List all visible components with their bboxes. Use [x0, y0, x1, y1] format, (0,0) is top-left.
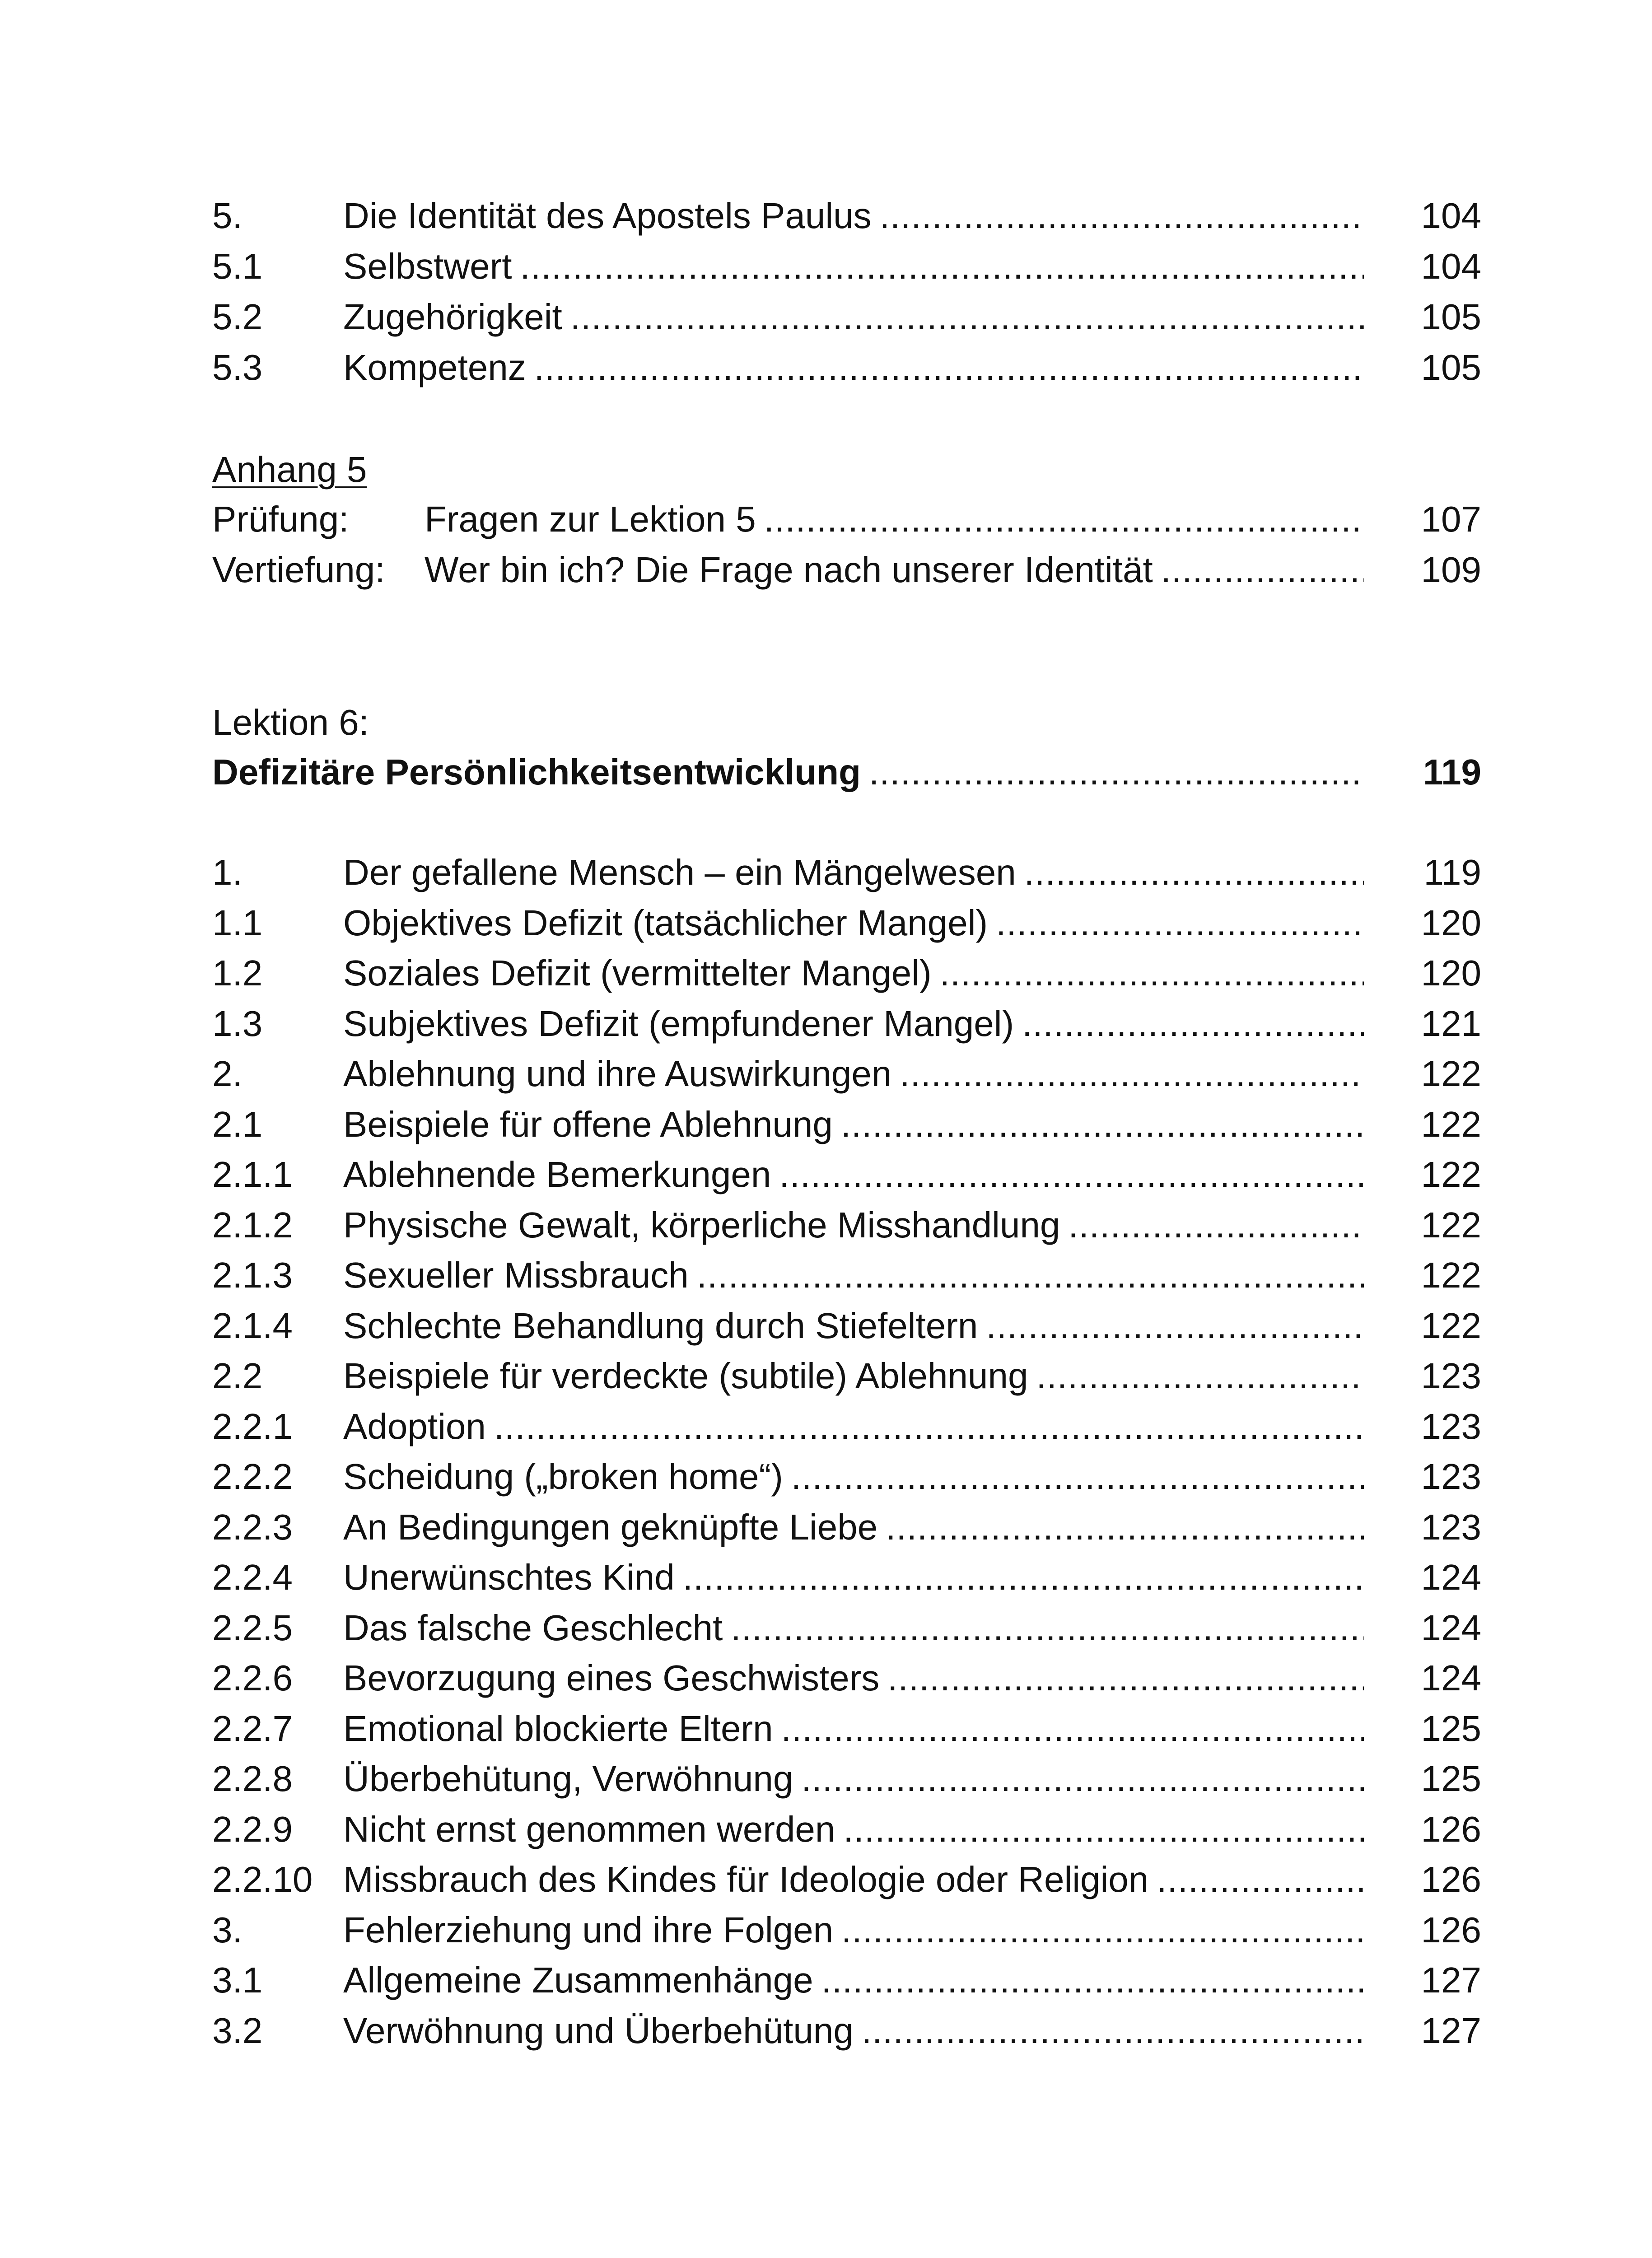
- entry-page: 127: [1421, 1960, 1481, 2000]
- toc-entry: [212, 1660, 1481, 1711]
- entry-number: 2.1.3: [212, 1255, 293, 1295]
- entry-page: 120: [1421, 903, 1481, 943]
- entry-title: Ablehnung und ihre Auswirkungen: [343, 1054, 892, 1094]
- entry-title: Emotional blockierte Eltern: [343, 1708, 773, 1749]
- appendix-entry: [212, 501, 1481, 552]
- toc-entry: [212, 1308, 1481, 1358]
- toc-entry: [212, 1456, 1481, 1509]
- leader-dots: [996, 905, 1364, 941]
- appendix-heading: Anhang 5: [212, 449, 367, 490]
- toc-entry: [212, 955, 1481, 1006]
- leader-dots: [1024, 854, 1364, 891]
- leader-dots: [801, 1761, 1364, 1797]
- entry-title: Unerwünschtes Kind: [343, 1557, 675, 1597]
- toc-entry: [212, 1056, 1481, 1106]
- entry-page: 104: [1421, 246, 1481, 286]
- leader-dots: [843, 1811, 1364, 1847]
- entry-title: Beispiele für verdeckte (subtile) Ablehnung: [343, 1356, 1028, 1396]
- entry-title: Allgemeine Zusammenhänge: [343, 1960, 813, 2000]
- entry-number: 3.: [212, 1910, 243, 1950]
- leader-dots: [764, 501, 1364, 537]
- leader-dots: [731, 1610, 1364, 1646]
- toc-entry: [212, 1406, 1481, 1459]
- entry-page: 104: [1421, 196, 1481, 236]
- entry-title: Nicht ernst genommen werden: [343, 1809, 835, 1849]
- entry-title: Selbstwert: [343, 246, 512, 286]
- entry-page: 122: [1421, 1255, 1481, 1295]
- entry-number: 1.2: [212, 953, 263, 993]
- entry-title: Kompetenz: [343, 347, 526, 387]
- entry-number: 2.2.9: [212, 1809, 293, 1849]
- entry-number: 2.1: [212, 1104, 263, 1144]
- toc-entry: [212, 1358, 1481, 1409]
- entry-page: 121: [1421, 1003, 1481, 1044]
- entry-number: 2.2.10: [212, 1859, 313, 1899]
- leader-dots: [534, 350, 1364, 386]
- leader-dots: [683, 1559, 1364, 1596]
- entry-page: 124: [1421, 1608, 1481, 1648]
- entry-number: 3.2: [212, 2011, 263, 2051]
- entry-title: Scheidung („broken home“): [343, 1456, 783, 1497]
- entry-page: 109: [1421, 550, 1481, 590]
- entry-page: 122: [1421, 1154, 1481, 1194]
- leader-dots: [1161, 552, 1364, 588]
- entry-page: 124: [1421, 1557, 1481, 1597]
- entry-title: Missbrauch des Kindes für Ideologie oder Religion: [343, 1859, 1149, 1899]
- entry-title: Adoption: [343, 1406, 486, 1446]
- entry-page: 122: [1421, 1306, 1481, 1346]
- entry-title: Überbehütung, Verwöhnung: [343, 1759, 793, 1799]
- entry-number: 1.: [212, 852, 243, 892]
- entry-title: Subjektives Defizit (empfundener Mangel): [343, 1003, 1014, 1044]
- leader-dots: [821, 1962, 1364, 1998]
- lesson-title-row: [212, 754, 1481, 805]
- toc-entry: [212, 854, 1481, 905]
- leader-dots: [986, 1308, 1364, 1344]
- toc-entry: [212, 1106, 1481, 1157]
- entry-title: Die Identität des Apostels Paulus: [343, 196, 872, 236]
- entry-title: Bevorzugung eines Geschwisters: [343, 1658, 880, 1698]
- entry-number: 2.2.2: [212, 1456, 293, 1497]
- entry-page: 123: [1421, 1507, 1481, 1547]
- entry-number: 2.1.2: [212, 1205, 293, 1245]
- entry-number: 2.2.5: [212, 1608, 293, 1648]
- entry-title: Das falsche Geschlecht: [343, 1608, 723, 1648]
- toc-entry: [212, 347, 1481, 400]
- entry-number: 1.3: [212, 1003, 263, 1044]
- entry-page: 125: [1421, 1759, 1481, 1799]
- entry-number: 1.1: [212, 903, 263, 943]
- toc-entry: [212, 198, 1481, 248]
- entry-number: 5.1: [212, 246, 263, 286]
- entry-number: 5.: [212, 196, 243, 236]
- toc-entry: [212, 1761, 1481, 1811]
- entry-number: 2.2.4: [212, 1557, 293, 1597]
- leader-dots: [940, 955, 1364, 991]
- entry-page: 120: [1421, 953, 1481, 993]
- toc-entry: [212, 1559, 1481, 1610]
- entry-title: Zugehörigkeit: [343, 297, 562, 337]
- entry-title: Sexueller Missbrauch: [343, 1255, 689, 1295]
- leader-dots: [886, 1509, 1364, 1545]
- leader-dots: [781, 1711, 1364, 1747]
- entry-title: Fragen zur Lektion 5: [425, 499, 756, 539]
- toc-entry: [212, 1003, 1481, 1056]
- leader-dots: [779, 1157, 1364, 1193]
- appendix-entry: [212, 552, 1481, 602]
- leader-dots: [841, 1106, 1364, 1143]
- toc-entry: [212, 905, 1481, 956]
- entry-page: 123: [1421, 1456, 1481, 1497]
- leader-dots: [520, 248, 1364, 285]
- entry-page: 107: [1421, 499, 1481, 539]
- entry-page: 126: [1421, 1859, 1481, 1899]
- entry-page: 125: [1421, 1708, 1481, 1749]
- toc-entry: [212, 1861, 1481, 1912]
- leader-dots: [887, 1660, 1364, 1696]
- appendix-label: Vertiefung:: [212, 550, 385, 590]
- leader-dots: [880, 198, 1364, 234]
- entry-page: 126: [1421, 1809, 1481, 1849]
- entry-title: Physische Gewalt, körperliche Misshandlung: [343, 1205, 1060, 1245]
- entry-number: 5.2: [212, 297, 263, 337]
- entry-title: Beispiele für offene Ablehnung: [343, 1104, 833, 1144]
- entry-title: Wer bin ich? Die Frage nach unserer Identität: [425, 550, 1153, 590]
- leader-dots: [697, 1257, 1364, 1293]
- entry-title: Objektives Defizit (tatsächlicher Mangel): [343, 903, 988, 943]
- toc-entry: [212, 1257, 1481, 1308]
- entry-title: An Bedingungen geknüpfte Liebe: [343, 1507, 878, 1547]
- lesson-page: 119: [1423, 752, 1481, 792]
- toc-entry: [212, 1207, 1481, 1258]
- leader-dots: [570, 299, 1364, 335]
- entry-title: Soziales Defizit (vermittelter Mangel): [343, 953, 932, 993]
- entry-number: 3.1: [212, 1960, 263, 2000]
- toc-entry: [212, 1509, 1481, 1560]
- appendix-label: Prüfung:: [212, 499, 349, 539]
- entry-page: 124: [1421, 1658, 1481, 1698]
- entry-page: 123: [1421, 1356, 1481, 1396]
- entry-page: 123: [1421, 1406, 1481, 1446]
- entry-title: Der gefallene Mensch – ein Mängelwesen: [343, 852, 1016, 892]
- entry-number: 2.: [212, 1054, 243, 1094]
- entry-number: 2.2.1: [212, 1406, 293, 1446]
- toc-entry: [212, 1708, 1481, 1761]
- leader-dots: [1022, 1006, 1364, 1042]
- entry-page: 127: [1421, 2011, 1481, 2051]
- toc-entry: [212, 248, 1481, 299]
- entry-page: 105: [1421, 347, 1481, 387]
- leader-dots: [1157, 1861, 1364, 1898]
- leader-dots: [1068, 1207, 1364, 1243]
- entry-page: 105: [1421, 297, 1481, 337]
- entry-title: Ablehnende Bemerkungen: [343, 1154, 771, 1194]
- toc-entry: [212, 1912, 1481, 1963]
- entry-number: 2.2: [212, 1356, 263, 1396]
- entry-number: 2.2.7: [212, 1708, 293, 1749]
- leader-dots: [869, 754, 1364, 790]
- toc-entry: [212, 1154, 1481, 1207]
- entry-number: 2.1.1: [212, 1154, 293, 1194]
- toc-entry: [212, 299, 1481, 350]
- entry-title: Fehlerziehung und ihre Folgen: [343, 1910, 834, 1950]
- lesson-title: Defizitäre Persönlichkeitsentwicklung: [212, 752, 861, 792]
- entry-page: 122: [1421, 1205, 1481, 1245]
- leader-dots: [791, 1459, 1364, 1495]
- toc-entry: [212, 1610, 1481, 1661]
- entry-number: 2.2.6: [212, 1658, 293, 1698]
- leader-dots: [862, 2013, 1364, 2049]
- entry-page: 126: [1421, 1910, 1481, 1950]
- leader-dots: [841, 1912, 1364, 1948]
- entry-number: 2.2.8: [212, 1759, 293, 1799]
- entry-page: 119: [1423, 852, 1481, 892]
- toc-entry: [212, 1962, 1481, 2013]
- lesson-label: Lektion 6:: [212, 702, 369, 742]
- leader-dots: [900, 1056, 1364, 1092]
- toc-entry: [212, 1811, 1481, 1862]
- entry-number: 5.3: [212, 347, 263, 387]
- entry-number: 2.2.3: [212, 1507, 293, 1547]
- entry-page: 122: [1421, 1054, 1481, 1094]
- entry-page: 122: [1421, 1104, 1481, 1144]
- leader-dots: [1036, 1358, 1364, 1394]
- entry-number: 2.1.4: [212, 1306, 293, 1346]
- leader-dots: [494, 1409, 1364, 1445]
- toc-entry: [212, 2013, 1481, 2063]
- entry-title: Schlechte Behandlung durch Stiefeltern: [343, 1306, 978, 1346]
- entry-title: Verwöhnung und Überbehütung: [343, 2011, 854, 2051]
